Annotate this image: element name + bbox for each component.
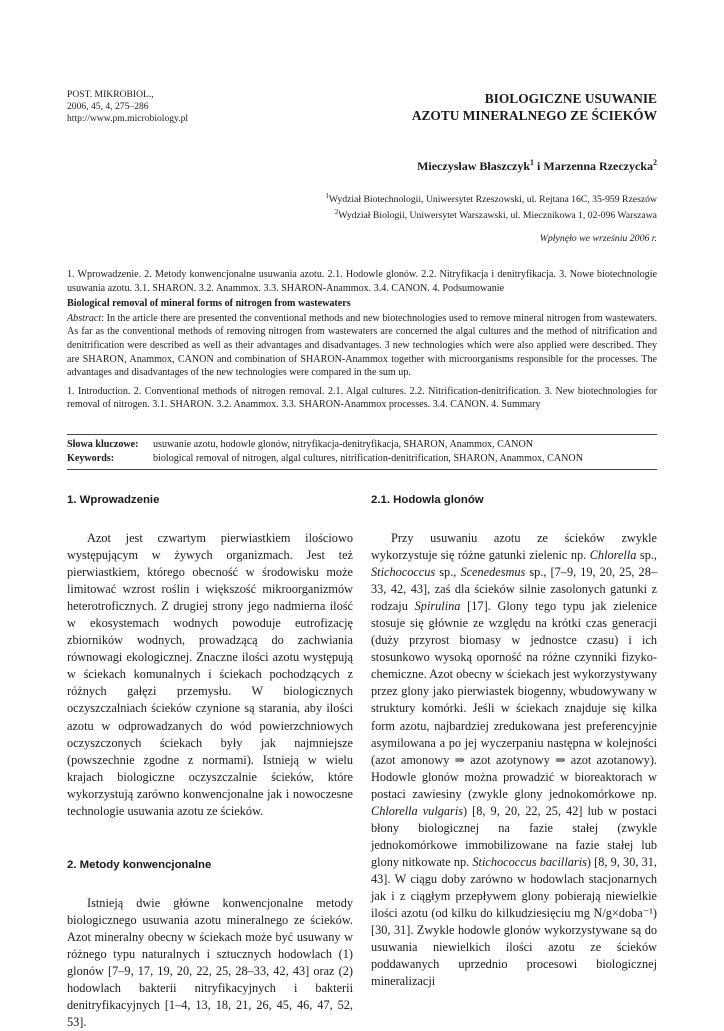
author-1-affil-mark: 1 — [530, 158, 535, 167]
keywords-english — [67, 452, 657, 466]
species-name: Scenedesmus — [460, 565, 526, 580]
keywords-top-rule — [67, 434, 657, 435]
article-title — [412, 90, 657, 124]
species-name: Chlorella — [589, 548, 637, 563]
toc-english: 1. Introduction. 2. Conventional methods of nitrogen removal. 2.1. Algal cultures. 2.2. Nitrification-denitrification. 3. New biotechnologies for removal of nitrogen. 3.1. SHARON. 3.2. Anammox. 3.3. SHARON-Anammox processes. 3.4. CANON. 4. Summary — [67, 385, 657, 411]
keywords-polish — [67, 438, 657, 452]
journal-volume: 2006, 45, 4, 275–286 — [67, 101, 149, 112]
affiliation-1: $^1$Wydział Biotechnologii, Uniwersytet Rzeszowski, ul. Rejtana 16C, 35-959 Rzeszów — [325, 192, 657, 206]
keywords-polish-text: usuwanie azotu, hodowle glonów, nitryfikacja-denitryfikacja, SHARON, Anammox, CANON — [153, 439, 534, 450]
authors — [417, 158, 657, 174]
journal-url[interactable]: http://www.pm.microbiology.pl — [67, 113, 189, 124]
keywords-block — [67, 438, 657, 466]
abstract — [67, 312, 657, 380]
affiliations — [325, 190, 657, 222]
section-2-1-heading: 2.1. Hodowla glonów — [371, 494, 484, 506]
section-1-body: Azot jest czwartym pierwiastkiem ilościowo występującym w żywych organizmach. Jest też pierwiastkiem, którego obecność w środowisku może limitować wzrost roślin i większość mikroorganizmów heterotroficznych. Z drugiej strony jego nadmierna ilość w ekosystemach wodnych powoduje eutrofizację zbiorników wodnych, prowadzącą do zachwiania równowagi ekologicznej. Znaczne ilości azotu występują w ściekach komunalnych i ściekach pochodzących z różnych gałęzi przemysłu. W biologicznych oczyszczalniach ścieków czynione są starania, aby ilości azotu w odprowadzanych do wód powierzchniowych oczyszczonych ściekach były jak najmniejsze (powszechnie zgodne z normami). Istnieją w wielu krajach biologiczne oczyszczalnie ścieków, które wykorzystują zarówno konwencjonalne jak i nowoczesne technologie usuwania azotu ze ścieków. — [67, 531, 353, 818]
species-name: Spirulina — [414, 599, 461, 614]
keywords-bottom-rule — [67, 469, 657, 470]
title-line-1: BIOLOGICZNE USUWANIE — [484, 91, 657, 106]
journal-name: POST. MIKROBIOL., — [67, 89, 154, 100]
author-1: Mieczysław Błaszczyk — [417, 159, 531, 173]
front-matter — [67, 268, 657, 412]
keywords-english-label: Keywords: — [67, 453, 115, 464]
toc-polish: 1. Wprowadzenie. 2. Metody konwencjonalne usuwania azotu. 2.1. Hodowle glonów. 2.2. Nitryfikacja i denitryfikacja. 3. Nowe biotechnologie usuwania azotu. 3.1. SHARON. 3.2. Anammox. 3.3. SHARON-Anammox. 3.4. CANON. 4. Podsumowanie — [67, 269, 657, 294]
section-1-heading: 1. Wprowadzenie — [67, 494, 160, 506]
author-2-affil-mark: 2 — [653, 158, 657, 167]
author-2: Marzenna Rzeczycka — [543, 159, 653, 173]
left-column — [67, 492, 353, 1031]
affiliation-2: $^2$Wydział Biologii, Uniwersytet Warszawski, ul. Miecznikowa 1, 02-096 Warszawa — [334, 208, 657, 222]
right-column — [371, 492, 657, 990]
received-date: Wpłynęło we wrześniu 2006 r. — [539, 233, 657, 244]
title-line-2: AZOTU MINERALNEGO ZE ŚCIEKÓW — [411, 108, 657, 123]
species-name: Stichococcus — [371, 565, 436, 580]
keywords-polish-label: Słowa kluczowe: — [67, 439, 139, 450]
abstract-label: Abstract — [67, 312, 102, 324]
abstract-text: : In the article there are presented the conventional methods and new biotechnologies used to remove mineral nitrogen from wastewaters. As far as the conventional methods of removing nitrogen from wastewaters are concerned the algal cultures and the method of nitrification and denitrification were described as well as their advantages and disadvantages. 3 new technologies which were also applied were described. They are SHARON, Anammox, CANON and combination of SHARON-Anammox together with microorganisms responsible for the processes. The advantages and disadvantages of the new technologies were compared in the sum up. — [67, 312, 657, 379]
english-title: Biological removal of mineral forms of nitrogen from wastewaters — [67, 298, 351, 310]
section-2-body: Istnieją dwie główne konwencjonalne metody biologicznego usuwania azotu mineralnego ze ścieków. Azot mineralny obecny w ściekach może być usuwany w różnego typu naturalnych i sztucznych hodowlach (1) glonów [7–9, 17, 19, 20, 22, 25, 28–33, 42, 43] oraz (2) hodowlach bakterii nitryfikacyjnych i bakterii denitryfikacyjnych [1–4, 13, 18, 21, 26, 45, 46, 47, 52, 53]. — [67, 895, 353, 1030]
section-2-heading: 2. Metody konwencjonalne — [67, 858, 212, 871]
section-2-1-body: Przy usuwaniu azotu ze ścieków zwykle wykorzystuje się różne gatunki zielenic np. Chlorella sp., Stichococcus sp., Scenedesmus sp., [7–9, 19, 20, 25, 28–33, 42, 43], zaś dla ścieków silnie zasolonych gatunki z rodzaju Spirulina [17]. Glony tego typu jak zielenice stosuje się głównie ze względu na krótki czas generacji (duży przyrost biomasy w jednostce czasu) i ich stosunkowo wysoką oporność na różne czynniki fizyko-chemiczne. Azot obecny w ściekach jest wykorzystywany przez glony jako pierwiastek biogenny, wbudowywany w struktury komórki. Jeśli w ściekach znajduje się kilka form azotu, najbardziej zredukowana jest preferencyjnie asymilowana a po jej wyczerpaniu następna w kolejności (azot amonowy ⇒ azot azotynowy ⇒ azot azotanowy). Hodowle glonów można prowadzić w bioreaktorach w postaci zawiesiny (zwykle glony jednokomórkowe np. Chlorella vulgaris) [8, 9, 20, 22, 25, 42] lub w postaci błony biologicznej na fazie stałej (zwykle jednokomórkowe immobilizowane na fazie stałej lub glony nitkowate np. Stichococcus bacillaris) [8, 9, 30, 31, 43]. W ciągu doby zarówno w hodowlach stacjonarnych jak i z ciągłym przepływem glony pobierają niewielkie ilości azotu (od kilku do kilkudziesięciu mg N/g×doba⁻¹) [30, 31]. Zwykle hodowle glonów wykorzystywane są do usuwania niewielkich ilości azotu ze ścieków poddawanych uprzednio procesowi biologicznej mineralizacji — [371, 531, 658, 989]
author-conjunction: i — [534, 159, 544, 173]
journal-citation — [67, 89, 188, 125]
keywords-english-text: biological removal of nitrogen, algal cultures, nitrification-denitrification, SHARON, Anammox, CANON — [153, 453, 584, 464]
species-name: Stichococcus bacillaris — [472, 854, 587, 869]
species-name: Chlorella vulgaris — [371, 803, 464, 818]
